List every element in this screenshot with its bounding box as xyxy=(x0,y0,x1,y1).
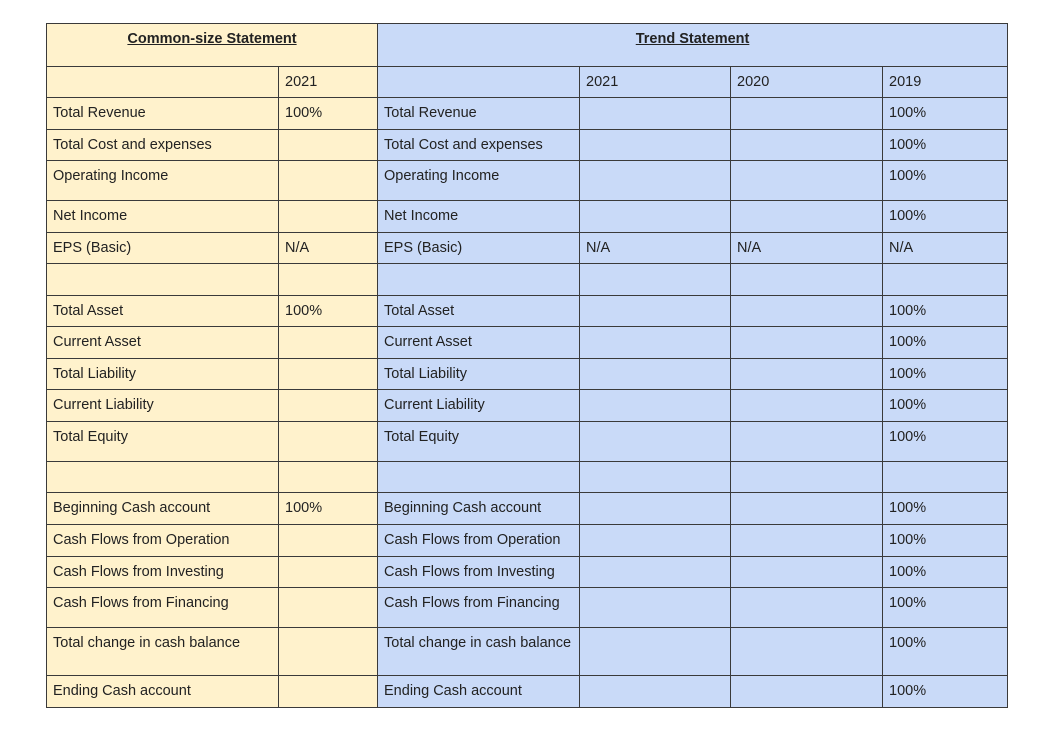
trend-label[interactable] xyxy=(378,264,580,296)
cs-label[interactable]: Total Equity xyxy=(47,422,279,462)
table-row xyxy=(47,264,1008,296)
cs-value[interactable]: 100% xyxy=(279,98,378,130)
trend-2019[interactable]: 100% xyxy=(883,201,1008,233)
trend-label[interactable]: Operating Income xyxy=(378,161,580,201)
trend-year-header-2020[interactable]: 2020 xyxy=(731,67,883,98)
trend-2021[interactable] xyxy=(580,327,731,359)
cs-label[interactable] xyxy=(47,264,279,296)
trend-2021[interactable] xyxy=(580,588,731,628)
trend-2020[interactable] xyxy=(731,296,883,327)
trend-label[interactable] xyxy=(378,462,580,493)
trend-label[interactable]: Total change in cash balance xyxy=(378,628,580,676)
table-row xyxy=(47,422,1008,462)
trend-2020[interactable]: N/A xyxy=(731,233,883,264)
trend-2020[interactable] xyxy=(731,130,883,161)
trend-2020[interactable] xyxy=(731,462,883,493)
cs-label[interactable] xyxy=(47,462,279,493)
trend-year-header-2019[interactable]: 2019 xyxy=(883,67,1008,98)
table-row xyxy=(47,161,1008,201)
cs-value[interactable] xyxy=(279,525,378,557)
cs-label[interactable]: Beginning Cash account xyxy=(47,493,279,525)
trend-2020[interactable] xyxy=(731,676,883,708)
trend-2021[interactable] xyxy=(580,628,731,676)
cs-label[interactable]: Ending Cash account xyxy=(47,676,279,708)
trend-2019[interactable]: 100% xyxy=(883,359,1008,390)
cs-value[interactable] xyxy=(279,628,378,676)
trend-2020[interactable] xyxy=(731,628,883,676)
trend-2020[interactable] xyxy=(731,390,883,422)
trend-label[interactable]: Cash Flows from Operation xyxy=(378,525,580,557)
trend-2021[interactable] xyxy=(580,493,731,525)
trend-2020[interactable] xyxy=(731,98,883,130)
cs-value[interactable] xyxy=(279,130,378,161)
trend-2019[interactable]: N/A xyxy=(883,233,1008,264)
title-row xyxy=(47,24,1008,67)
cs-value[interactable] xyxy=(279,462,378,493)
trend-2021[interactable] xyxy=(580,201,731,233)
cs-value[interactable] xyxy=(279,390,378,422)
cs-value[interactable] xyxy=(279,264,378,296)
cs-label[interactable]: Operating Income xyxy=(47,161,279,201)
table-row xyxy=(47,296,1008,327)
cs-label[interactable]: Total change in cash balance xyxy=(47,628,279,676)
trend-2019[interactable]: 100% xyxy=(883,327,1008,359)
trend-2019[interactable]: 100% xyxy=(883,628,1008,676)
cs-value[interactable] xyxy=(279,327,378,359)
trend-year-header-2021[interactable]: 2021 xyxy=(580,67,731,98)
trend-label[interactable]: EPS (Basic) xyxy=(378,233,580,264)
trend-2021[interactable] xyxy=(580,676,731,708)
trend-2019[interactable]: 100% xyxy=(883,525,1008,557)
trend-2020[interactable] xyxy=(731,201,883,233)
cs-label[interactable]: Cash Flows from Investing xyxy=(47,557,279,588)
cs-value[interactable] xyxy=(279,557,378,588)
trend-2019[interactable]: 100% xyxy=(883,161,1008,201)
table-row xyxy=(47,525,1008,557)
cs-label[interactable]: EPS (Basic) xyxy=(47,233,279,264)
trend-label[interactable]: Ending Cash account xyxy=(378,676,580,708)
trend-2020[interactable] xyxy=(731,264,883,296)
trend-label[interactable]: Total Liability xyxy=(378,359,580,390)
trend-2020[interactable] xyxy=(731,327,883,359)
trend-2021[interactable]: N/A xyxy=(580,233,731,264)
trend-label[interactable]: Current Liability xyxy=(378,390,580,422)
table-row xyxy=(47,588,1008,628)
trend-2019[interactable]: 100% xyxy=(883,390,1008,422)
trend-2019[interactable]: 100% xyxy=(883,493,1008,525)
cs-value[interactable] xyxy=(279,161,378,201)
trend-2021[interactable] xyxy=(580,525,731,557)
table-row xyxy=(47,233,1008,264)
trend-2019[interactable]: 100% xyxy=(883,296,1008,327)
trend-2019[interactable]: 100% xyxy=(883,98,1008,130)
trend-2020[interactable] xyxy=(731,422,883,462)
cs-label[interactable]: Total Liability xyxy=(47,359,279,390)
table-row xyxy=(47,628,1008,676)
cs-value[interactable] xyxy=(279,676,378,708)
trend-2021[interactable] xyxy=(580,557,731,588)
trend-2021[interactable] xyxy=(580,161,731,201)
table-row xyxy=(47,557,1008,588)
trend-label[interactable]: Total Cost and expenses xyxy=(378,130,580,161)
trend-title: Trend Statement xyxy=(378,24,1008,67)
trend-label[interactable]: Total Equity xyxy=(378,422,580,462)
table-row xyxy=(47,462,1008,493)
trend-2019[interactable]: 100% xyxy=(883,588,1008,628)
trend-label[interactable]: Beginning Cash account xyxy=(378,493,580,525)
table-row xyxy=(47,676,1008,708)
trend-2019[interactable]: 100% xyxy=(883,422,1008,462)
cs-year-header[interactable]: 2021 xyxy=(279,67,378,98)
cs-value[interactable] xyxy=(279,588,378,628)
trend-label[interactable]: Total Revenue xyxy=(378,98,580,130)
table-row xyxy=(47,359,1008,390)
cs-label[interactable]: Current Asset xyxy=(47,327,279,359)
trend-2019[interactable]: 100% xyxy=(883,676,1008,708)
trend-label[interactable]: Net Income xyxy=(378,201,580,233)
cs-label[interactable]: Cash Flows from Operation xyxy=(47,525,279,557)
trend-2021[interactable] xyxy=(580,264,731,296)
trend-2019[interactable]: 100% xyxy=(883,557,1008,588)
trend-2021[interactable] xyxy=(580,130,731,161)
trend-2020[interactable] xyxy=(731,161,883,201)
trend-2021[interactable] xyxy=(580,462,731,493)
cs-value[interactable]: N/A xyxy=(279,233,378,264)
cs-value[interactable]: 100% xyxy=(279,296,378,327)
cs-value[interactable] xyxy=(279,201,378,233)
cs-label[interactable]: Current Liability xyxy=(47,390,279,422)
table-row xyxy=(47,493,1008,525)
table-row xyxy=(47,98,1008,130)
trend-2021[interactable] xyxy=(580,422,731,462)
cs-label[interactable]: Cash Flows from Financing xyxy=(47,588,279,628)
cs-label[interactable]: Total Cost and expenses xyxy=(47,130,279,161)
trend-2021[interactable] xyxy=(580,390,731,422)
trend-label[interactable]: Current Asset xyxy=(378,327,580,359)
trend-2020[interactable] xyxy=(731,525,883,557)
trend-2019[interactable] xyxy=(883,462,1008,493)
trend-2020[interactable] xyxy=(731,557,883,588)
year-header-row xyxy=(47,67,1008,98)
cs-label[interactable]: Total Revenue xyxy=(47,98,279,130)
cs-label[interactable]: Total Asset xyxy=(47,296,279,327)
trend-2020[interactable] xyxy=(731,359,883,390)
cell[interactable] xyxy=(378,67,580,98)
table-row xyxy=(47,130,1008,161)
trend-2021[interactable] xyxy=(580,98,731,130)
trend-label[interactable]: Cash Flows from Financing xyxy=(378,588,580,628)
trend-2019[interactable]: 100% xyxy=(883,130,1008,161)
table-row xyxy=(47,390,1008,422)
cs-value[interactable]: 100% xyxy=(279,493,378,525)
cs-value[interactable] xyxy=(279,422,378,462)
cell[interactable] xyxy=(47,67,279,98)
trend-label[interactable]: Cash Flows from Investing xyxy=(378,557,580,588)
common-size-title: Common-size Statement xyxy=(47,24,378,67)
trend-label[interactable]: Total Asset xyxy=(378,296,580,327)
trend-2021[interactable] xyxy=(580,359,731,390)
cs-label[interactable]: Net Income xyxy=(47,201,279,233)
trend-2021[interactable] xyxy=(580,296,731,327)
trend-2020[interactable] xyxy=(731,493,883,525)
trend-2019[interactable] xyxy=(883,264,1008,296)
trend-2020[interactable] xyxy=(731,588,883,628)
financial-statements-table xyxy=(46,23,1008,708)
cs-value[interactable] xyxy=(279,359,378,390)
table-row xyxy=(47,201,1008,233)
table-row xyxy=(47,327,1008,359)
